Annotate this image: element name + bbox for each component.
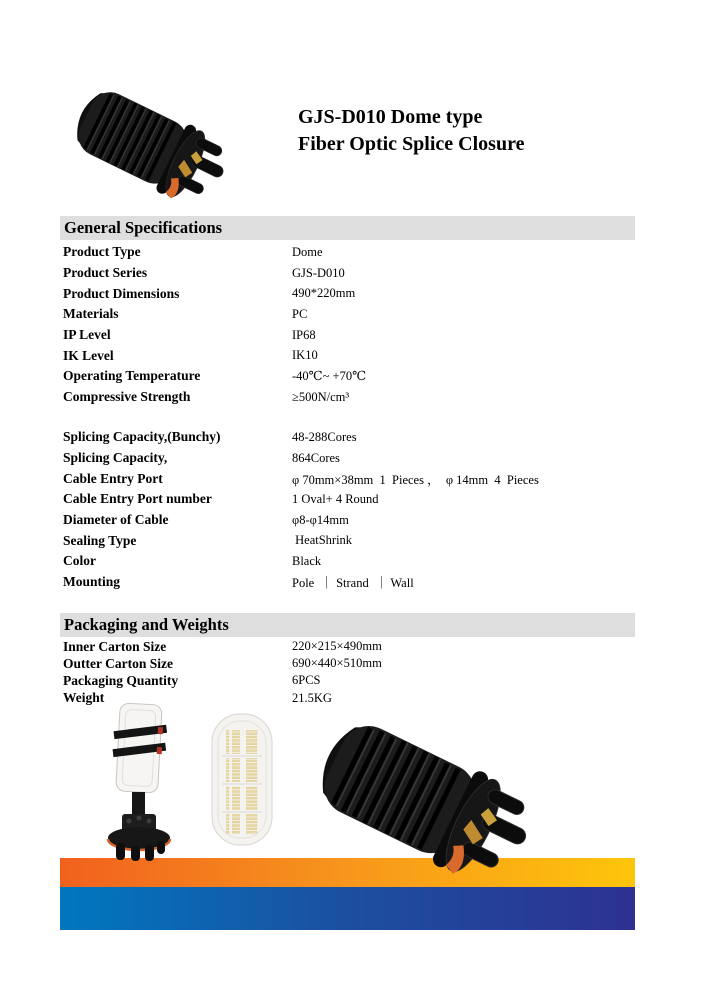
- splice-tray-photo: [204, 712, 280, 847]
- spec-row-compressive-strength: [60, 387, 635, 408]
- spec-label: Packaging Quantity: [63, 672, 179, 688]
- spec-label: Cable Entry Port number: [63, 491, 212, 507]
- spec-value: IK10: [292, 348, 318, 363]
- spec-value: 864Cores: [292, 450, 340, 465]
- spec-label: Operating Temperature: [63, 368, 201, 384]
- spec-row-mounting: [60, 572, 635, 593]
- spec-row-ip-level: [60, 325, 635, 346]
- spec-value: 21.5KG: [292, 690, 332, 705]
- internal-frame-photo: [98, 702, 180, 862]
- spec-label: Outter Carton Size: [63, 655, 173, 671]
- product-photo-large: [296, 701, 538, 895]
- packaging-specs-group: [60, 638, 635, 707]
- spec-row-product-type: [60, 242, 635, 263]
- spec-label: IP Level: [63, 327, 111, 343]
- spec-row-packaging-quantity: [60, 672, 635, 689]
- spec-value: φ 70mm×38mm 1 Pieces ， φ 14mm 4 Pieces: [292, 472, 539, 487]
- spec-row-operating-temperature: [60, 366, 635, 387]
- spec-value: -40℃~ +70℃: [292, 369, 367, 384]
- spec-value: 6PCS: [292, 673, 321, 688]
- spec-label: Product Dimensions: [63, 285, 180, 301]
- spec-value: 48-288Cores: [292, 429, 357, 444]
- spec-label: Inner Carton Size: [63, 638, 167, 654]
- spec-value: Dome: [292, 244, 323, 259]
- spec-label: Mounting: [63, 574, 121, 590]
- spec-label: Cable Entry Port: [63, 470, 163, 486]
- spec-label: IK Level: [63, 347, 114, 363]
- spec-label: Materials: [63, 306, 119, 322]
- spec-label: Diameter of Cable: [63, 512, 169, 528]
- product-photo-hero: [56, 86, 234, 202]
- spec-row-cable-entry-port: [60, 468, 635, 489]
- spec-value: 1 Oval+ 4 Round: [292, 491, 379, 506]
- section-heading-packaging-and-weights: Packaging and Weights: [60, 613, 635, 637]
- spec-value: ≥500N/cm³: [292, 389, 350, 404]
- section-heading-general-specifications: General Specifications: [60, 216, 635, 240]
- spec-row-product-series: [60, 263, 635, 284]
- spec-row-splicing-capacity: [60, 448, 635, 469]
- spec-row-materials: [60, 304, 635, 325]
- spec-label: Weight: [63, 690, 105, 706]
- spec-value: PC: [292, 306, 308, 321]
- spec-label: Splicing Capacity,: [63, 450, 168, 466]
- spec-value: IP68: [292, 327, 316, 342]
- spec-value: Black: [292, 553, 322, 568]
- spec-row-color: [60, 551, 635, 572]
- spec-value: Pole ｜ Strand ｜ Wall: [292, 576, 414, 591]
- spec-label: Color: [63, 553, 96, 569]
- spec-value: φ8-φ14mm: [292, 512, 349, 527]
- spec-row-outter-carton-size: [60, 655, 635, 672]
- spec-label: Compressive Strength: [63, 389, 191, 405]
- spec-row-product-dimensions: [60, 283, 635, 304]
- general-specs-group2: [60, 427, 635, 593]
- spec-row-sealing-type: [60, 530, 635, 551]
- spec-label: Splicing Capacity,(Bunchy): [63, 429, 221, 445]
- product-title-line1: GJS-D010 Dome type: [298, 106, 483, 128]
- spec-value: 490*220mm: [292, 286, 356, 301]
- spec-label: Product Series: [63, 265, 148, 281]
- general-specs-group1: [60, 242, 635, 408]
- spec-row-diameter-of-cable: [60, 510, 635, 531]
- product-title: [298, 104, 524, 158]
- spec-row-splicing-capacity-bunchy: [60, 427, 635, 448]
- spec-row-ik-level: [60, 345, 635, 366]
- spec-label: Product Type: [63, 244, 141, 260]
- spec-value: HeatShrink: [292, 533, 353, 548]
- spec-label: Sealing Type: [63, 532, 137, 548]
- product-title-line2: Fiber Optic Splice Closure: [298, 133, 525, 155]
- spec-value: 220×215×490mm: [292, 639, 382, 654]
- spec-row-cable-entry-port-number: [60, 489, 635, 510]
- spec-value: 690×440×510mm: [292, 656, 382, 671]
- spec-value: GJS-D010: [292, 265, 345, 280]
- spec-row-inner-carton-size: [60, 638, 635, 655]
